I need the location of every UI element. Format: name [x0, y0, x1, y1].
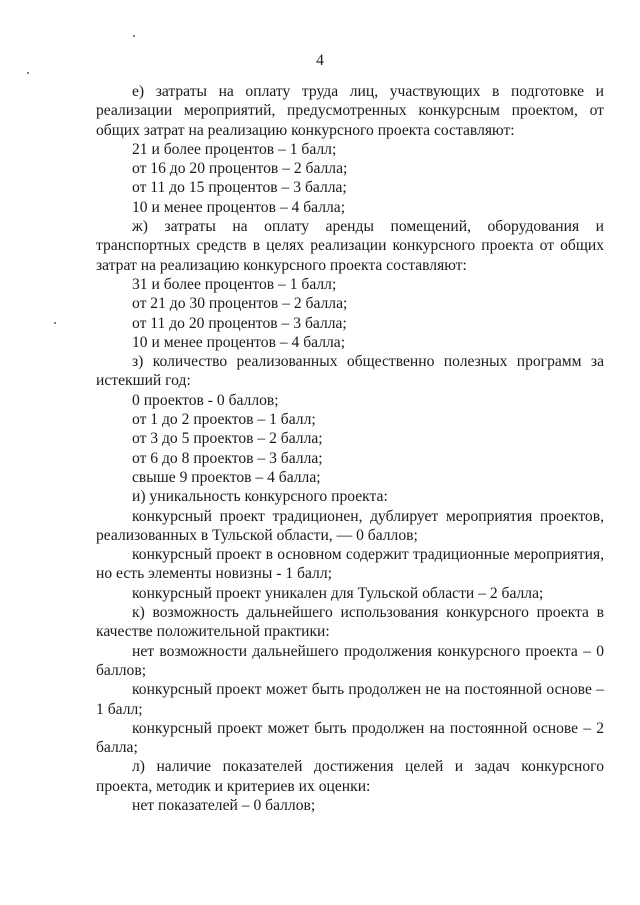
paragraph: л) наличие показателей достижения целей и задач конкурсного проекта, методик и критериев их оценки:: [96, 758, 604, 795]
scan-speck: [133, 35, 135, 37]
paragraph: е) затраты на оплату труда лиц, участвующих в подготовке и реализации мероприятий, предусмотренных конкурсным проектом, от общих затрат на реализацию конкурсного проекта составляют:: [96, 83, 604, 139]
scan-speck: [27, 72, 29, 74]
paragraph: конкурсный проект в основном содержит традиционные мероприятия, но есть элементы новизны - 1 балл;: [96, 546, 604, 583]
paragraph: к) возможность дальнейшего использования конкурсного проекта в качестве положительной практики:: [96, 604, 604, 641]
paragraph: от 11 до 15 процентов – 3 балла;: [132, 179, 347, 197]
paragraph: нет показателей – 0 баллов;: [132, 796, 316, 814]
paragraph: от 11 до 20 процентов – 3 балла;: [132, 314, 347, 332]
paragraph: ж) затраты на оплату аренды помещений, оборудования и транспортных средств в целях реализации конкурсного проекта от общих затрат на реализацию конкурсного проекта составляют:: [96, 218, 604, 274]
paragraph: от 21 до 30 процентов – 2 балла;: [132, 295, 348, 313]
paragraph: свыше 9 проектов – 4 балла;: [132, 468, 321, 486]
paragraph: от 1 до 2 проектов – 1 балл;: [132, 411, 316, 429]
paragraph: от 6 до 8 проектов – 3 балла;: [132, 449, 323, 467]
paragraph: конкурсный проект уникален для Тульской области – 2 балла;: [132, 584, 544, 602]
paragraph: от 3 до 5 проектов – 2 балла;: [132, 430, 323, 448]
paragraph: 0 проектов - 0 баллов;: [132, 391, 279, 409]
paragraph: конкурсный проект может быть продолжен не на постоянной основе – 1 балл;: [96, 681, 604, 718]
document-body: [96, 82, 604, 815]
paragraph: конкурсный проект может быть продолжен на постоянной основе – 2 балла;: [96, 719, 604, 757]
paragraph: конкурсный проект традиционен, дублирует мероприятия проектов, реализованных в Тульской области, — 0 баллов;: [96, 507, 604, 544]
paragraph: 10 и менее процентов – 4 балла;: [132, 198, 346, 216]
paragraph: 21 и более процентов – 1 балл;: [132, 140, 337, 158]
page-number: 4: [316, 52, 324, 69]
paragraph: 10 и менее процентов – 4 балла;: [132, 333, 346, 351]
paragraph: нет возможности дальнейшего продолжения конкурсного проекта – 0 баллов;: [96, 642, 604, 679]
paragraph: и) уникальность конкурсного проекта:: [132, 488, 388, 506]
paragraph: з) количество реализованных общественно полезных программ за истекший год:: [96, 353, 604, 390]
paragraph: 31 и более процентов – 1 балл;: [132, 275, 337, 293]
scan-speck: [54, 322, 56, 324]
paragraph: от 16 до 20 процентов – 2 балла;: [132, 160, 348, 178]
